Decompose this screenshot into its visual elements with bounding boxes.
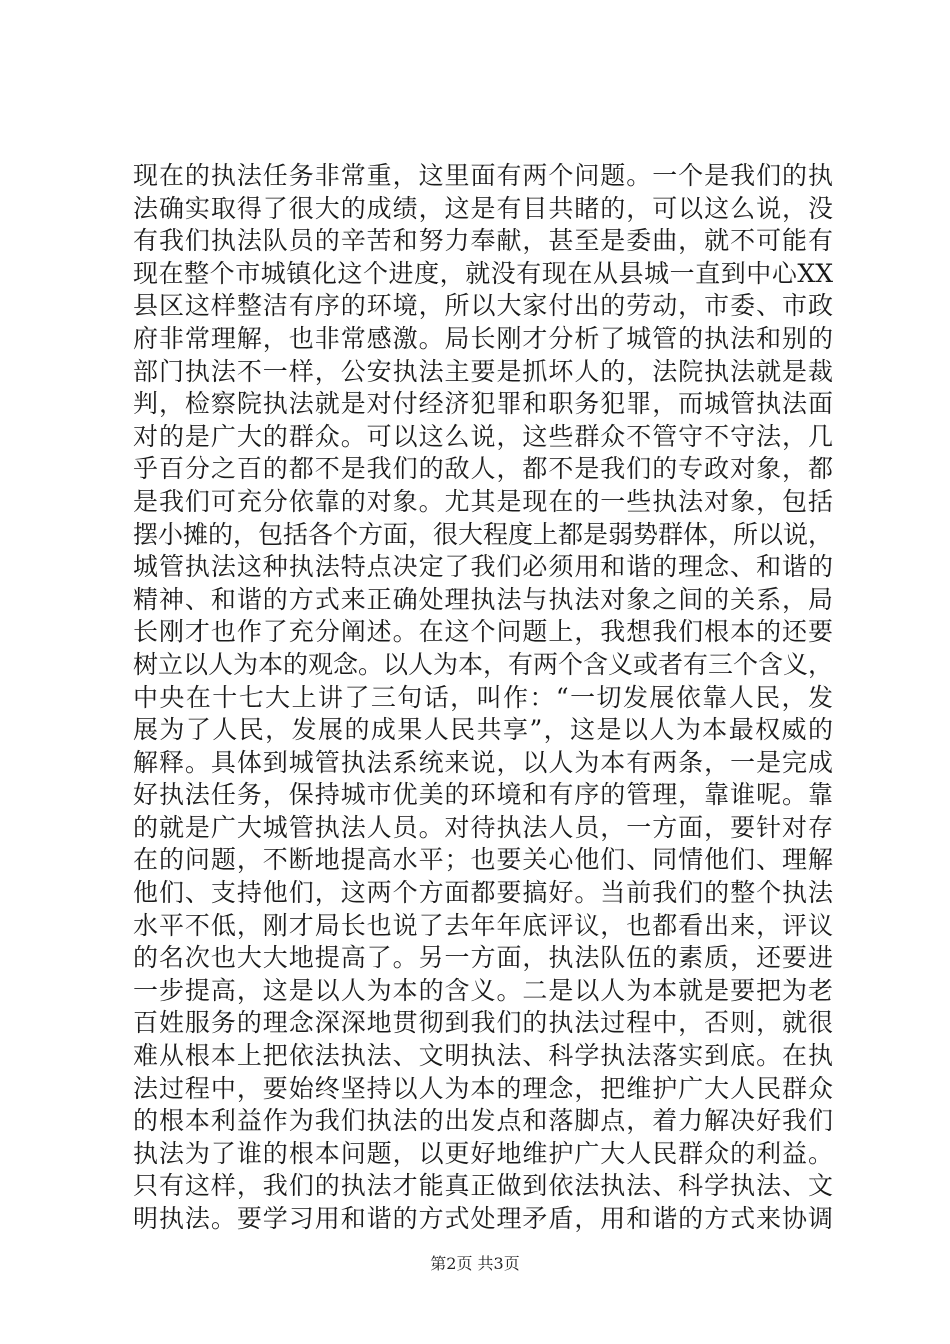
text-line: 的就是广大城管执法人员。对待执法人员，一方面，要针对存 xyxy=(133,812,833,842)
text-line: 难从根本上把依法执法、文明执法、科学执法落实到底。在执 xyxy=(133,1041,833,1071)
text-line: 好执法任务，保持城市优美的环境和有序的管理，靠谁呢。靠 xyxy=(133,780,833,810)
text-line: 城管执法这种执法特点决定了我们必须用和谐的理念、和谐的 xyxy=(133,552,833,582)
text-line: 对的是广大的群众。可以这么说，这些群众不管守不守法，几 xyxy=(133,421,833,451)
text-line: 解释。具体到城管执法系统来说，以人为本有两条，一是完成 xyxy=(133,747,833,777)
text-line: 在的问题，不断地提高水平；也要关心他们、同情他们、理解 xyxy=(133,845,833,875)
text-line: 现在整个市城镇化这个进度，就没有现在从县城一直到中心XX xyxy=(133,258,833,288)
text-line: 一步提高，这是以人为本的含义。二是以人为本就是要把为老 xyxy=(133,975,833,1005)
text-line: 的根本利益作为我们执法的出发点和落脚点，着力解决好我们 xyxy=(133,1106,833,1136)
text-line: 府非常理解，也非常感激。局长刚才分析了城管的执法和别的 xyxy=(133,323,833,353)
text-line: 摆小摊的，包括各个方面，很大程度上都是弱势群体，所以说， xyxy=(133,519,833,549)
text-line: 他们、支持他们，这两个方面都要搞好。当前我们的整个执法 xyxy=(133,878,833,908)
text-line: 的名次也大大地提高了。另一方面，执法队伍的素质，还要进 xyxy=(133,943,833,973)
text-line: 县区这样整洁有序的环境，所以大家付出的劳动，市委、市政 xyxy=(133,291,833,321)
text-line: 百姓服务的理念深深地贯彻到我们的执法过程中，否则，就很 xyxy=(133,1008,833,1038)
text-line: 有我们执法队员的辛苦和努力奉献，甚至是委曲，就不可能有 xyxy=(133,226,833,256)
text-line: 精神、和谐的方式来正确处理执法与执法对象之间的关系，局 xyxy=(133,584,833,614)
text-line: 是我们可充分依靠的对象。尤其是现在的一些执法对象，包括 xyxy=(133,486,833,516)
text-line: 判，检察院执法就是对付经济犯罪和职务犯罪，而城管执法面 xyxy=(133,389,833,419)
text-line: 现在的执法任务非常重，这里面有两个问题。一个是我们的执 xyxy=(133,161,833,190)
document-body xyxy=(133,160,833,1236)
text-line: 部门执法不一样，公安执法主要是抓坏人的，法院执法就是裁 xyxy=(133,356,833,386)
text-line: 水平不低，刚才局长也说了去年年底评议，也都看出来，评议 xyxy=(133,910,833,940)
text-line: 树立以人为本的观念。以人为本，有两个含义或者有三个含义， xyxy=(133,649,833,679)
page-footer: 第2页 共3页 xyxy=(430,1254,520,1273)
text-line: 长刚才也作了充分阐述。在这个问题上，我想我们根本的还要 xyxy=(133,617,833,647)
text-line: 法过程中，要始终坚持以人为本的理念，把维护广大人民群众 xyxy=(133,1073,833,1103)
text-line: 法确实取得了很大的成绩，这是有目共睹的，可以这么说，没 xyxy=(133,193,833,223)
text-line: 执法为了谁的根本问题，以更好地维护广大人民群众的利益。 xyxy=(133,1138,833,1168)
text-line: 展为了人民，发展的成果人民共享”，这是以人为本最权威的 xyxy=(133,715,833,745)
text-line: 只有这样，我们的执法才能真正做到依法执法、科学执法、文 xyxy=(133,1171,833,1201)
text-line: 乎百分之百的都不是我们的敌人，都不是我们的专政对象，都 xyxy=(133,454,833,484)
text-line: 中央在十七大上讲了三句话，叫作：“一切发展依靠人民，发 xyxy=(133,682,833,712)
text-line: 明执法。要学习用和谐的方式处理矛盾，用和谐的方式来协调 xyxy=(133,1204,833,1233)
